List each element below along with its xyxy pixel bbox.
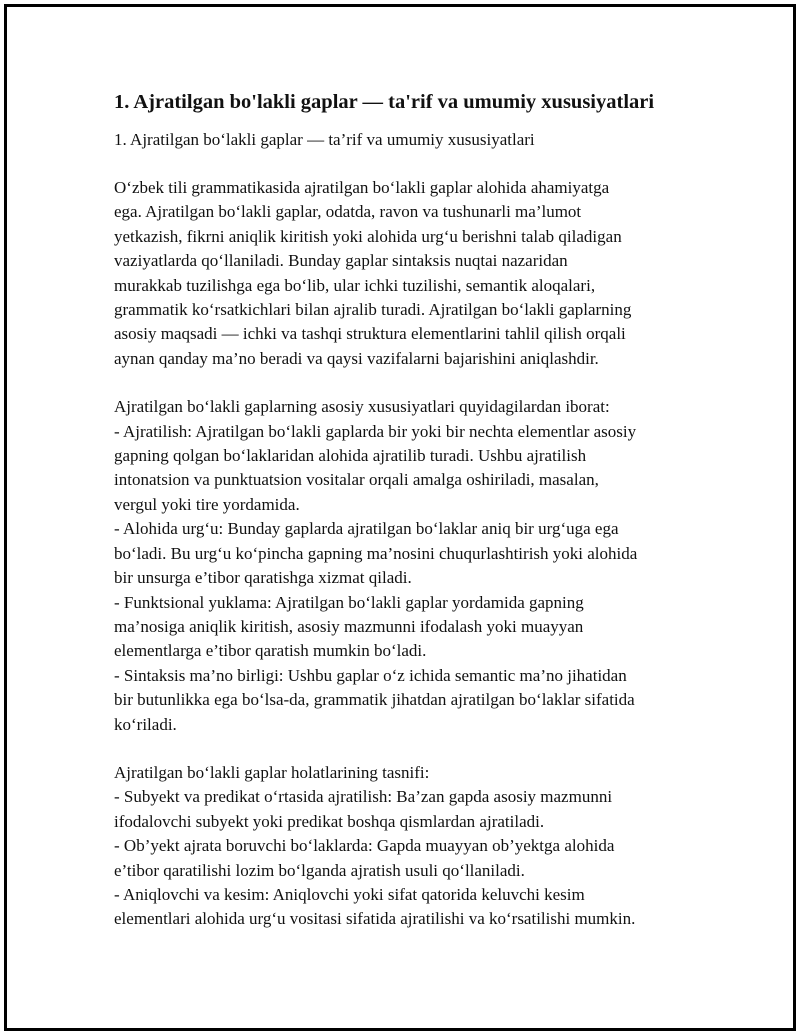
text-line: - Alohida urg‘u: Bunday gaplarda ajratilgan bo‘laklar aniq bir urg‘uga ega <box>114 519 619 539</box>
text-line: - Ajratilish: Ajratilgan bo‘lakli gaplarda bir yoki bir nechta elementlar asosiy <box>114 421 637 441</box>
text-line: - Aniqlovchi va kesim: Aniqlovchi yoki sifat qatorida keluvchi kesim <box>114 884 585 904</box>
text-line: bir butunlikka ega bo‘lsa-da, grammatik jihatdan ajratilgan bo‘laklar sifatida <box>114 690 635 710</box>
text-line: intonatsion va punktuatsion vositalar orqali amalga oshiriladi, masalan, <box>114 470 599 490</box>
text-line: ifodalovchi subyekt yoki predikat boshqa qismlardan ajratiladi. <box>114 811 545 831</box>
text-line: grammatik ko‘rsatkichlari bilan ajralib turadi. Ajratilgan bo‘lakli gaplarning <box>114 300 632 320</box>
text-line: O‘zbek tili grammatikasida ajratilgan bo‘lakli gaplar alohida ahamiyatga <box>114 178 610 197</box>
text-line: bir unsurga e’tibor qaratishga xizmat qiladi. <box>114 568 412 588</box>
paragraph <box>114 761 694 932</box>
text-line: Ajratilgan bo‘lakli gaplarning asosiy xususiyatlari quyidagilardan iborat: <box>114 397 610 417</box>
document-title: 1. Ajratilgan bo'lakli gaplar — ta'rif va umumiy xususiyatlari <box>114 91 655 113</box>
text-line: aynan qanday ma’no beradi va qaysi vazifalarni bajarishini aniqlashdir. <box>114 348 599 368</box>
text-line: asosiy maqsadi — ichki va tashqi struktura elementlarini tahlil qilish orqali <box>114 324 626 344</box>
text-line: - Ob’yekt ajrata boruvchi bo‘laklarda: Gapda muayyan ob’yektga alohida <box>114 836 615 856</box>
paragraph-list <box>114 176 694 932</box>
text-line: elementlarga e’tibor qaratish mumkin bo‘ladi. <box>114 641 427 661</box>
text-line: gapning qolgan bo‘laklaridan alohida ajratilib turadi. Ushbu ajratilish <box>114 446 587 466</box>
text-line: Ajratilgan bo‘lakli gaplar holatlarining tasnifi: <box>114 762 430 782</box>
text-line: ma’nosiga aniqlik kiritish, asosiy mazmunni ifodalash yoki muayyan <box>114 616 584 636</box>
text-line: - Sintaksis ma’no birligi: Ushbu gaplar o‘z ichida semantic ma’no jihatidan <box>114 665 627 685</box>
text-line: ega. Ajratilgan bo‘lakli gaplar, odatda, ravon va tushunarli ma’lumot <box>114 202 582 222</box>
text-line: - Funktsional yuklama: Ajratilgan bo‘lakli gaplar yordamida gapning <box>114 592 584 612</box>
text-line: - Subyekt va predikat o‘rtasida ajratilish: Ba’zan gapda asosiy mazmunni <box>114 787 613 807</box>
document-subtitle: 1. Ajratilgan bo‘lakli gaplar — ta’rif va umumiy xususiyatlari <box>114 130 535 149</box>
text-line: vergul yoki tire yordamida. <box>114 494 300 514</box>
text-line: vaziyatlarda qo‘llaniladi. Bunday gaplar sintaksis nuqtai nazaridan <box>114 251 568 271</box>
text-line: elementlari alohida urg‘u vositasi sifatida ajratilishi va ko‘rsatilishi mumkin. <box>114 909 636 929</box>
text-line: murakkab tuzilishga ega bo‘lib, ular ichki tuzilishi, semantik aloqalari, <box>114 275 596 295</box>
paragraph <box>114 176 694 371</box>
document-body <box>114 88 694 932</box>
text-line: yetkazish, fikrni aniqlik kiritish yoki alohida urg‘u berishni talab qiladigan <box>114 226 622 246</box>
text-line: e’tibor qaratilishi lozim bo‘lganda ajratish usuli qo‘llaniladi. <box>114 860 525 880</box>
text-line: ko‘riladi. <box>114 714 177 734</box>
text-line: bo‘ladi. Bu urg‘u ko‘pincha gapning ma’nosini chuqurlashtirish yoki alohida <box>114 543 638 563</box>
paragraph <box>114 395 694 737</box>
